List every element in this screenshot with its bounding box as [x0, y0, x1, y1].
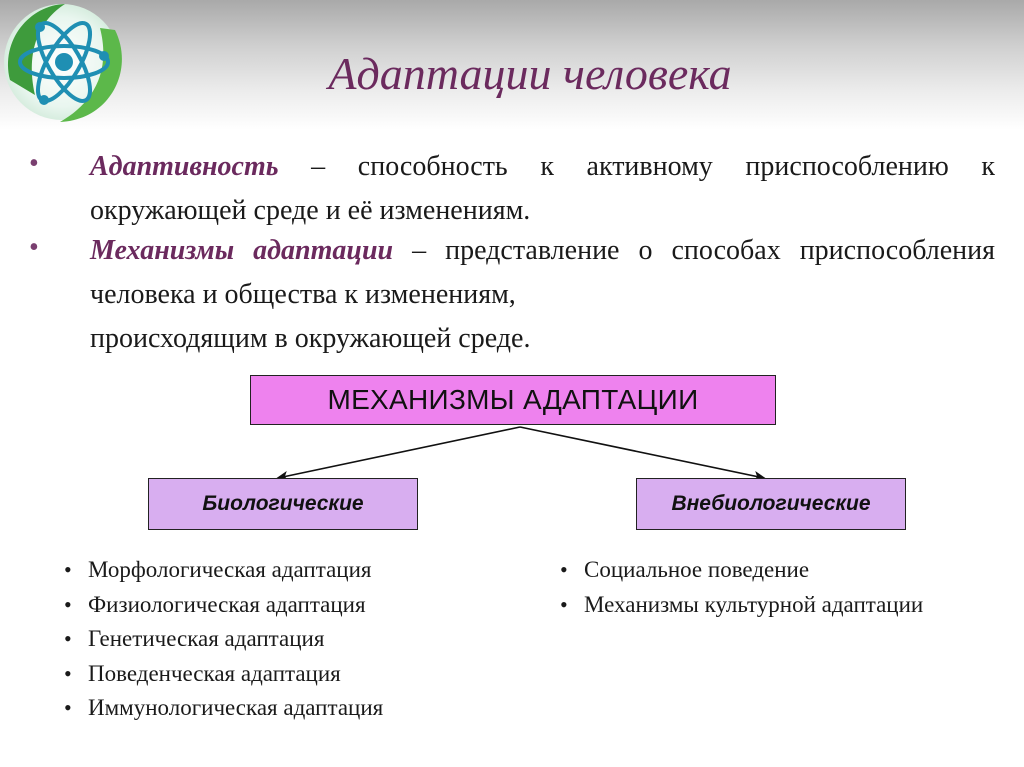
- biological-box: Биологические: [148, 478, 418, 530]
- bullet-dot: •: [29, 148, 39, 179]
- list-item: • Механизмы культурной адаптации: [558, 588, 923, 623]
- biological-list: [62, 553, 383, 726]
- definition-text-continued: происходящим в окружающей среде.: [90, 323, 531, 354]
- slide-title: Адаптации человека: [328, 48, 732, 99]
- list-item: • Социальное поведение: [558, 553, 923, 588]
- list-item: • Поведенческая адаптация: [62, 657, 383, 692]
- list-item: • Физиологическая адаптация: [62, 588, 383, 623]
- list-item: • Морфологическая адаптация: [62, 553, 383, 588]
- mechanisms-box: МЕХАНИЗМЫ АДАПТАЦИИ: [250, 375, 776, 425]
- definition-mechanisms: [90, 229, 995, 361]
- term-mechanisms: Механизмы адаптации: [90, 235, 394, 266]
- nonbiological-box: Внебиологические: [636, 478, 906, 530]
- definition-text: – способность к активному приспособлению к окружающей среде и её изменениям.: [90, 151, 995, 226]
- arrow-to-biological: [278, 427, 520, 478]
- definition-adaptivity: [90, 145, 995, 233]
- list-item: • Иммунологическая адаптация: [62, 691, 383, 726]
- definition-text: – представление о способах приспособления человека и общества к изменениям,: [90, 235, 995, 310]
- bullet-dot: •: [29, 232, 39, 263]
- nonbiological-list: [558, 553, 923, 622]
- list-item: • Генетическая адаптация: [62, 622, 383, 657]
- term-adaptivity: Адаптивность: [90, 151, 279, 182]
- arrow-to-nonbiological: [520, 427, 764, 478]
